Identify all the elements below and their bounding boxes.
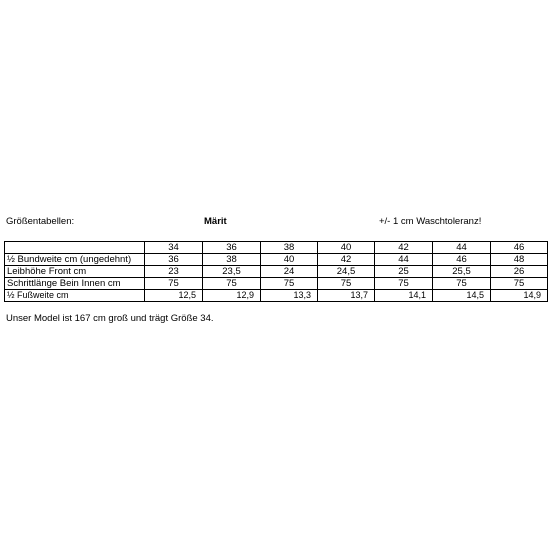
table-row-sizes xyxy=(5,242,548,254)
table-cell: 13,3 xyxy=(261,290,318,302)
size-header-cell: 34 xyxy=(145,242,203,254)
table-cell: 75 xyxy=(318,278,375,290)
size-header-cell: 38 xyxy=(261,242,318,254)
table-cell: 12,5 xyxy=(145,290,203,302)
table-cell: 26 xyxy=(491,266,548,278)
row-label: Schrittlänge Bein Innen cm xyxy=(5,278,145,290)
model-note: Unser Model ist 167 cm groß und trägt Größe 34. xyxy=(6,313,214,324)
table-cell: 25,5 xyxy=(433,266,491,278)
table-cell: 12,9 xyxy=(203,290,261,302)
header-row xyxy=(6,216,546,230)
table-cell: 14,5 xyxy=(433,290,491,302)
row-label: Leibhöhe Front cm xyxy=(5,266,145,278)
table-row xyxy=(5,266,548,278)
table-row xyxy=(5,254,548,266)
table-row xyxy=(5,290,548,302)
table-cell: 23 xyxy=(145,266,203,278)
table-cell: 38 xyxy=(203,254,261,266)
table-heading: Größentabellen: xyxy=(6,216,75,227)
table-corner-cell xyxy=(5,242,145,254)
size-header-cell: 40 xyxy=(318,242,375,254)
table-cell: 36 xyxy=(145,254,203,266)
size-header-cell: 44 xyxy=(433,242,491,254)
table-cell: 14,9 xyxy=(491,290,548,302)
size-header-cell: 36 xyxy=(203,242,261,254)
size-table xyxy=(4,241,548,302)
table-cell: 75 xyxy=(145,278,203,290)
table-cell: 24 xyxy=(261,266,318,278)
table-cell: 42 xyxy=(318,254,375,266)
table-cell: 44 xyxy=(375,254,433,266)
table-row xyxy=(5,278,548,290)
table-cell: 40 xyxy=(261,254,318,266)
table-cell: 14,1 xyxy=(375,290,433,302)
table-cell: 23,5 xyxy=(203,266,261,278)
tolerance-note: +/- 1 cm Waschtoleranz! xyxy=(379,216,482,227)
table-cell: 75 xyxy=(433,278,491,290)
row-label: ½ Fußweite cm xyxy=(5,290,145,302)
table-cell: 24,5 xyxy=(318,266,375,278)
row-label: ½ Bundweite cm (ungedehnt) xyxy=(5,254,145,266)
table-cell: 75 xyxy=(491,278,548,290)
table-cell: 13,7 xyxy=(318,290,375,302)
table-cell: 75 xyxy=(261,278,318,290)
model-name: Märit xyxy=(204,216,227,227)
table-cell: 46 xyxy=(433,254,491,266)
table-cell: 75 xyxy=(375,278,433,290)
table-cell: 75 xyxy=(203,278,261,290)
size-header-cell: 46 xyxy=(491,242,548,254)
table-cell: 25 xyxy=(375,266,433,278)
size-header-cell: 42 xyxy=(375,242,433,254)
table-cell: 48 xyxy=(491,254,548,266)
